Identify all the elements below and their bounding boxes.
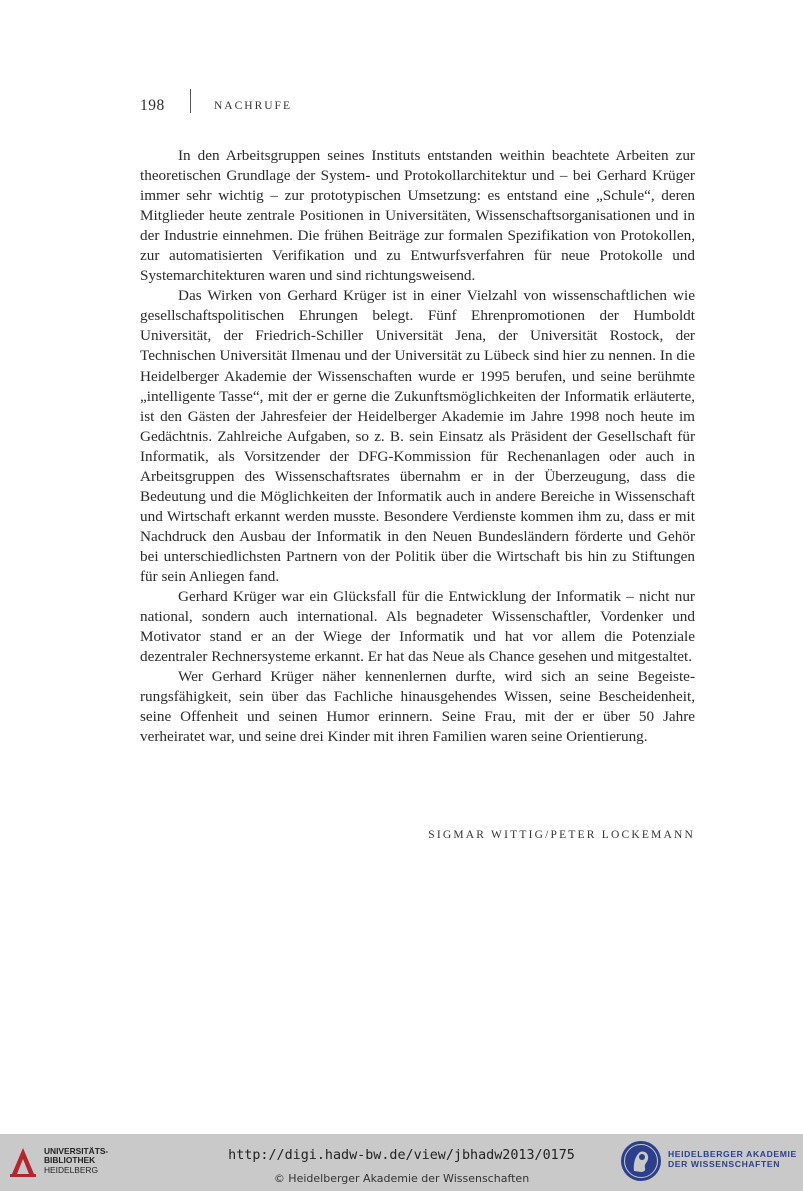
header-divider [190, 89, 191, 113]
author-signature: SIGMAR WITTIG/PETER LOCKEMANN [428, 829, 695, 841]
paragraph-4: Wer Gerhard Krüger näher kennenlernen durfte, wird sich an seine Begeisterungsfähigkeit, sein über das Fachliche hinausgehendes Wissen, seine Bescheidenheit, seine Offenheit und seinen Humor erinnern. Seine Frau, mit der er über 50 Jahre verheiratet war, und seine drei Kinder mit ihren Familien waren seine Orientierung. [140, 668, 695, 746]
ub-line-1: UNIVERSITÄTS- [44, 1146, 109, 1156]
haw-line-1: HEIDELBERGER AKADEMIE [668, 1149, 797, 1159]
paragraph-2: Das Wirken von Gerhard Krüger ist in einer Vielzahl von wissenschaftlichen wie gesellschaftspolitischen Ehrungen belegt. Fünf Ehrenpromotionen der Humboldt Universität, der Friedrich-Schiller Universität Jena, der Universität Rostock, der Technischen Universität Ilmenau und der Universität zu Lübeck sind hier zu nennen. In die Heidelberger Akademie der Wissenschaften wurde er 1995 berufen, und seine berühmte „intelligente Tasse“, mit der er gerne die Zukunftsmöglichkeiten der Informatik erläuterte, ist den Gästen der Jahresfeier der Heidelberger Akademie im Jahre 1998 noch heute im Gedächtnis. Zahlreiche Aufgaben, so z. B. sein Einsatz als Präsident der Gesellschaft für Informatik, als Vorsitzender der DFG-Kommission für Rechenanlagen oder auch in Arbeitsgruppen des Wissenschaftsrates übernahm er in der Überzeugung, dass die Bedeutung und die Möglichkeiten der Informatik auch in andere Bereiche in Wissenschaft und Wirtschaft erkannt werden musste. Besondere Verdienste kommen ihm zu, dass er mit Nachdruck den Ausbau der Informatik in den Neuen Bundesländern förderte und Gehör bei unterschiedlichsten Partnern von der Politik über die Wirtschaft bis hin zu Stiftungen für sein Anliegen fand. [140, 287, 695, 585]
paragraph-1: In den Arbeitsgruppen seines Instituts entstanden weithin beachtete Arbeiten zur theoretischen Grundlage der System- und Protokollarchitektur und – bei Gerhard Krüger immer sehr wichtig – zur prototypischen Umsetzung: es entstand eine „Schule“, deren Mitglieder heute zentrale Positionen in Universitäten, Wissenschaftsorganisationen und in der Industrie einnehmen. Die frühen Beiträge zur formalen Spezifikation von Protokollen, zur automatisierten Verifikation und zu Entwurfsverfahren für neue Protokolle und Systemarchitekturen waren und sind richtungsweisend. [140, 147, 695, 285]
copyright-notice: © Heidelberger Akademie der Wissenschaften [273, 1172, 530, 1185]
page-number: 198 [140, 97, 165, 114]
ub-line-2: BIBLIOTHEK [44, 1155, 96, 1166]
haw-line-2: DER WISSENSCHAFTEN [668, 1159, 781, 1169]
body-text [140, 146, 695, 747]
section-title: NACHRUFE [214, 100, 292, 112]
ub-line-3: HEIDELBERG [44, 1164, 98, 1175]
academy-seal-icon [620, 1140, 662, 1182]
permalink-url[interactable]: http://digi.hadw-bw.de/view/jbhadw2013/0175 [228, 1148, 575, 1163]
footer-bar [0, 1134, 803, 1191]
academy-name [668, 1149, 797, 1169]
paragraph-3: Gerhard Krüger war ein Glücksfall für die Entwicklung der Informatik – nicht nur national, sondern auch international. Als begnadeter Wissenschaftler, Vordenker und Motivator stand er an der Wiege der Informatik und hat vor allem die Potenziale dezentraler Rechnersysteme erkannt. Er hat das Neue als Chance gesehen und mitgestaltet. [140, 588, 695, 666]
